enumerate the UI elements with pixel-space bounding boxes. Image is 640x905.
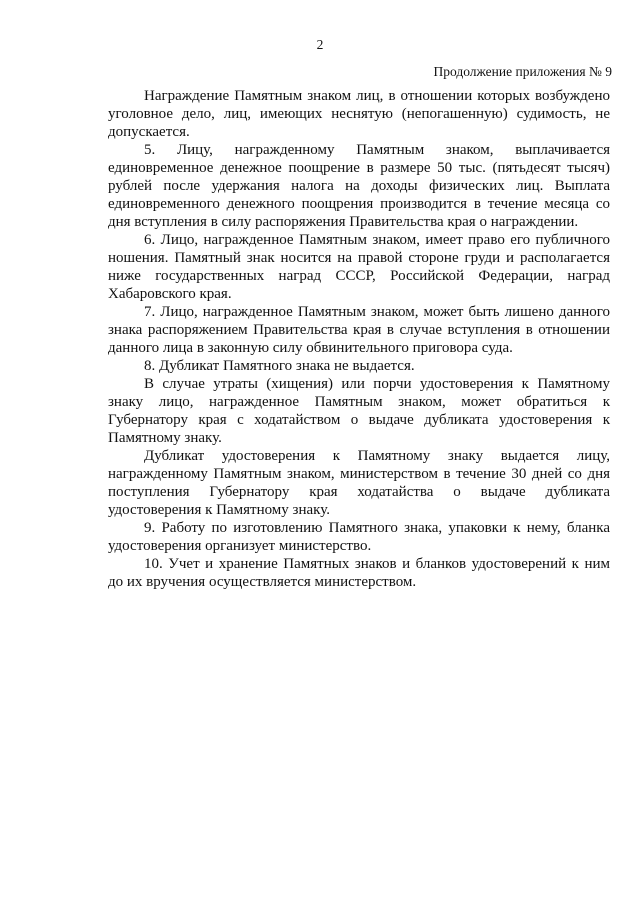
page-number: 2 xyxy=(316,37,324,52)
paragraph-9-manufacturing: 9. Работу по изготовлению Памятного знака, упаковки к нему, бланка удостоверения организует министерство. xyxy=(108,520,610,554)
appendix-continuation-note: Продолжение приложения № 9 xyxy=(433,64,612,79)
paragraph-10-storage: 10. Учет и хранение Памятных знаков и бланков удостоверений к ним до их вручения осуществляется министерством. xyxy=(108,556,610,590)
paragraph-certificate-duplicate: Дубликат удостоверения к Памятному знаку выдается лицу, награжденному Памятным знаком, министерством в течение 30 дней со дня поступления Губернатору края ходатайства о выдаче дубликата удостоверения к Памятному знаку. xyxy=(108,448,610,518)
paragraph-award-restriction: Награждение Памятным знаком лиц, в отношении которых возбуждено уголовное дело, лиц, имеющих неснятую (непогашенную) судимость, не допускается. xyxy=(108,88,610,140)
paragraph-5-cash-reward: 5. Лицу, награжденному Памятным знаком, выплачивается единовременное денежное поощрение в размере 50 тыс. (пятьдесят тысяч) рублей после удержания налога на доходы физических лиц. Выплата единовременного денежного поощрения производится в течение месяца со дня вступления в силу распоряжения Правительства края о награждении. xyxy=(108,142,610,230)
paragraph-7-deprivation: 7. Лицо, награжденное Памятным знаком, может быть лишено данного знака распоряжением Правительства края в случае вступления в отношении данного лица в законную силу обвинительного приговора суда. xyxy=(108,304,610,356)
paragraph-certificate-loss: В случае утраты (хищения) или порчи удостоверения к Памятному знаку лицо, награжденное Памятным знаком, может обратиться к Губернатору края с ходатайством о выдаче дубликата удостоверения к Памятному знаку. xyxy=(108,376,610,446)
paragraph-8-no-duplicate: 8. Дубликат Памятного знака не выдается. xyxy=(144,358,415,374)
document-body xyxy=(108,87,610,591)
paragraph-6-wearing-rules: 6. Лицо, награжденное Памятным знаком, имеет право его публичного ношения. Памятный знак носится на правой стороне груди и располагается ниже государственных наград СССР, Российской Федерации, наград Хабаровского края. xyxy=(108,232,610,302)
